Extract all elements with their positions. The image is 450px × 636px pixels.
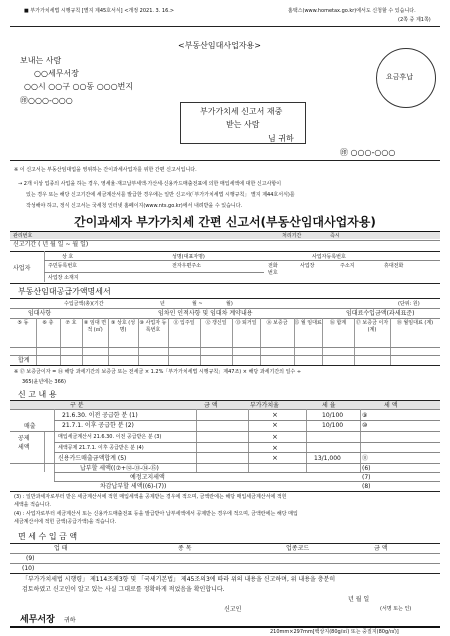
final-marker: (8) xyxy=(362,483,371,490)
trade-name-label: 상 호 xyxy=(62,254,74,260)
notice-1: ※ 이 신고서는 부동산임대업을 영위하는 간이과세사업자를 위한 간편 신고서입니다. xyxy=(14,167,197,173)
address-label: 주소지 xyxy=(340,263,355,269)
rent-col-header: ⑯ 합계 xyxy=(329,320,347,326)
supply-year: 년 xyxy=(160,301,165,307)
row2-label: 21.7.1. 이후 공급한 분 (2) xyxy=(62,422,134,429)
note4-a: (4) : 사업자로부터 세금계산서 또는 신용카드매출전표 등을 발급받아 납부세액에서 공제받는 경우에 적으며, 금액란에는 해당 매입 xyxy=(14,511,298,517)
row1-x: × xyxy=(272,411,278,419)
sender-office: ○○세무서장 xyxy=(34,69,79,78)
rent-col-header: ⑨ 상호 (성명) xyxy=(110,320,136,333)
report-section-title: 신 고 내 용 xyxy=(18,390,57,399)
supply-label: 수입금액(총)(기간 xyxy=(64,301,104,307)
rent-col-header: ⑧ 임대 면적 (㎡) xyxy=(83,320,107,333)
mobile-label: 휴대전화 xyxy=(384,263,404,269)
supply-month: 월 ~ xyxy=(192,301,203,307)
col-division: 구 분 xyxy=(70,402,84,409)
supply-month-end: 월) xyxy=(226,301,233,307)
row5-tax-marker: ⑪ xyxy=(362,455,369,462)
exempt-row-9: (9) xyxy=(26,555,35,562)
pay-label: 납부할 세액((⑦+⑫-⑬-⑭-⑮) xyxy=(80,465,159,472)
note3-b: 세액을 적습니다. xyxy=(14,502,51,508)
row1-label: 21.6.30. 이전 공급한 분 (1) xyxy=(62,412,138,419)
envelope-tag: <부동산임대사업자용> xyxy=(178,41,261,50)
col-tax-amount: 세 액 xyxy=(384,402,398,409)
row5-x: × xyxy=(272,454,278,462)
rent-col-header: ⑥ 층 xyxy=(42,320,54,326)
col-vat-ratio: 부가가치율 xyxy=(250,402,279,409)
window-label: 부가가치세 신고서 재중 xyxy=(200,107,283,116)
phone-label-2: 번호 xyxy=(268,270,278,276)
email-label: 전자우편주소 xyxy=(172,263,201,269)
notice-2c: 작성해야 하고, 정식 신고서는 국세청 인터넷 홈페이지(www.nts.go.kr)에서 내려받을 수 있습니다. xyxy=(26,203,243,209)
rent-col-header: ⑩ 사업자 등록번호 xyxy=(139,320,167,333)
prenotice-label: 예정고지세액 xyxy=(130,474,165,481)
postage-label: 요금후납 xyxy=(386,73,414,81)
rent-col-header: ⑰ 보증금 이자(계) xyxy=(355,320,389,333)
tax-office-label: 세무서장 xyxy=(20,615,55,625)
row2-tax-marker: ⑩ xyxy=(362,422,368,429)
receiver-zip: ㊞ ○○○-○○○ xyxy=(340,148,396,157)
final-label: 차감납부할 세액((6)-(7)) xyxy=(100,483,167,490)
pay-marker: (6) xyxy=(362,465,371,472)
resno-label: 주민등록번호 xyxy=(48,263,77,269)
prenotice-marker: (7) xyxy=(362,474,371,481)
rent-total-label: 합계 xyxy=(18,357,30,364)
form-title: 간이과세자 부가가치세 간편 신고서(부동산임대사업자용) xyxy=(74,215,376,229)
rent-col-header: ⑬ 퇴거일 xyxy=(235,320,257,326)
report-period: 신고기간 ( 년 월 일 ~ 월 일) xyxy=(13,241,89,248)
note4-b: 세금계산서에 적힌 금액(공급가액)을 적습니다. xyxy=(14,519,117,525)
rent-section-title: 부동산임대공급가액명세서 xyxy=(18,287,111,296)
notice-2a: → 2개 이상 업종의 사업을 하는 경우, 영세율·재고납부세액·가산세·신용카드매출전표에 의한 매입세액에 대한 신고사항이 xyxy=(18,181,282,187)
declaration-line-2: 검토하였고 신고인이 알고 있는 사실 그대로를 정확하게 적었음을 확인합니다. xyxy=(22,586,225,593)
receiver-label: 받는 사람 xyxy=(226,120,260,129)
rent-col-header: ⑦ 호 xyxy=(65,320,77,326)
rent-col-header: ⑪ 입주일 xyxy=(173,320,195,326)
honorific: 귀하 xyxy=(64,617,76,624)
rent-col-header: ⑭ 보증금 xyxy=(266,320,288,326)
row1-rate: 10/100 xyxy=(322,412,344,419)
immediate-label: 즉시 xyxy=(330,233,340,239)
exempt-col-code: 업종코드 xyxy=(286,545,310,552)
exempt-col-amount: 금 액 xyxy=(374,545,388,552)
hometax-note: 홈택스(www.hometax.go.kr)에서도 신청할 수 있습니다. xyxy=(288,8,416,14)
rep-name-label: 성명(대표자명) xyxy=(172,254,205,260)
notice-2b: 있는 경우 또는 해당 신고기간에 세금계산서를 발급한 경우에는 일반 신고서(「부가가치세법 시행규칙」 별지 제44호서식)를 xyxy=(26,192,295,198)
office-label: 사업장 xyxy=(300,263,315,269)
phone-label: 전화 xyxy=(268,263,278,269)
col-tax-rate: 세 율 xyxy=(322,402,336,409)
row2-x: × xyxy=(272,421,278,429)
income-group: 임대료수입금액(과세표준) xyxy=(346,310,415,317)
rent-footnote-b: 365(윤년에는 366) xyxy=(22,379,66,385)
bizman-label: 사업자 xyxy=(13,265,31,272)
proc-period-label: 처리기간 xyxy=(282,233,302,239)
bizno-label: 사업자등록번호 xyxy=(312,254,346,260)
row5-rate: 13/1,000 xyxy=(314,455,341,462)
rent-col-header: ⑫ 갱신일 xyxy=(205,320,227,326)
declaration-date: 년 월 일 xyxy=(348,596,370,603)
declaration-line-1: 「부가가치세법 시행령」 제114조제3항 및 「국세기본법」 제45조의3에 따라 위의 내용을 신고하며, 위 내용을 충분히 xyxy=(22,576,336,583)
row3-label: 매입세금계산서 21.6.30. 이전 공급받은 분 (3) xyxy=(58,434,162,440)
rent-col-header: ⑮ 월 임대료 xyxy=(294,320,322,326)
rent-col-header: ⑤ 동 xyxy=(17,320,29,326)
row2-rate: 10/100 xyxy=(322,422,344,429)
row5-label: 신용카드매출금액합계 (5) xyxy=(58,455,127,462)
row3-x: × xyxy=(272,433,278,441)
row4-label: 세액공제 21.7.1. 이후 공급받은 분 (4) xyxy=(58,445,144,451)
page-count: (2쪽 중 제1쪽) xyxy=(398,17,431,23)
law-reference: ■ 부가가치세법 시행규칙 [별지 제45호서식] <개정 2021. 3. 16.> xyxy=(24,8,175,14)
exempt-section-title: 면 세 수 입 금 액 xyxy=(18,532,78,541)
reporter-label: 신고인 xyxy=(224,606,242,613)
signature-note: (서명 또는 인) xyxy=(380,606,412,612)
bizaddr-label: 사업장 소재지 xyxy=(48,275,79,281)
exempt-col-item: 종 목 xyxy=(178,545,192,552)
row4-x: × xyxy=(272,444,278,452)
unit-label: (단위: 원) xyxy=(398,301,420,307)
exempt-col-type: 업 태 xyxy=(54,545,68,552)
mgmt-no-label: 관리번호 xyxy=(13,233,33,239)
note3-a: (3) : 일반과세자로부터 받은 세금계산서에 적힌 매입세액을 공제받는 경우에 적으며, 금액란에는 해당 매입세금계산서에 적힌 xyxy=(14,494,287,500)
exempt-row-10: (10) xyxy=(22,565,35,572)
sender-zip: ㊞○○○-○○○ xyxy=(20,96,73,105)
deduct-label: 공제세액 xyxy=(18,435,30,451)
rent-col-header: ⑱ 월임대료 (계) xyxy=(396,320,434,326)
tenant-group: 임차인 인적사항 및 임대차 계약내용 xyxy=(158,310,253,317)
receiver-title: 님 귀하 xyxy=(268,134,294,143)
sender-label: 보내는 사람 xyxy=(20,56,62,65)
paper-spec: 210mm×297mm[백상지(80g/㎡) 또는 중질지(80g/㎡)] xyxy=(270,629,399,635)
col-amount: 금 액 xyxy=(204,402,218,409)
rent-footnote-a: ※ ⑰ 보증금이자 = ⑭ 해당 과세기간의 보증금 또는 전세금 × 1.2%「부가가치세법 시행규칙」제47조) × 해당 과세기간의 일수 ÷ xyxy=(14,369,302,375)
sender-address: ○○시 ○○구 ○○동 ○○○번지 xyxy=(24,82,134,91)
sales-label: 매출 xyxy=(24,423,36,430)
row1-tax-marker: ⑨ xyxy=(362,412,368,419)
lessor-group: 임대사항 xyxy=(28,310,52,317)
